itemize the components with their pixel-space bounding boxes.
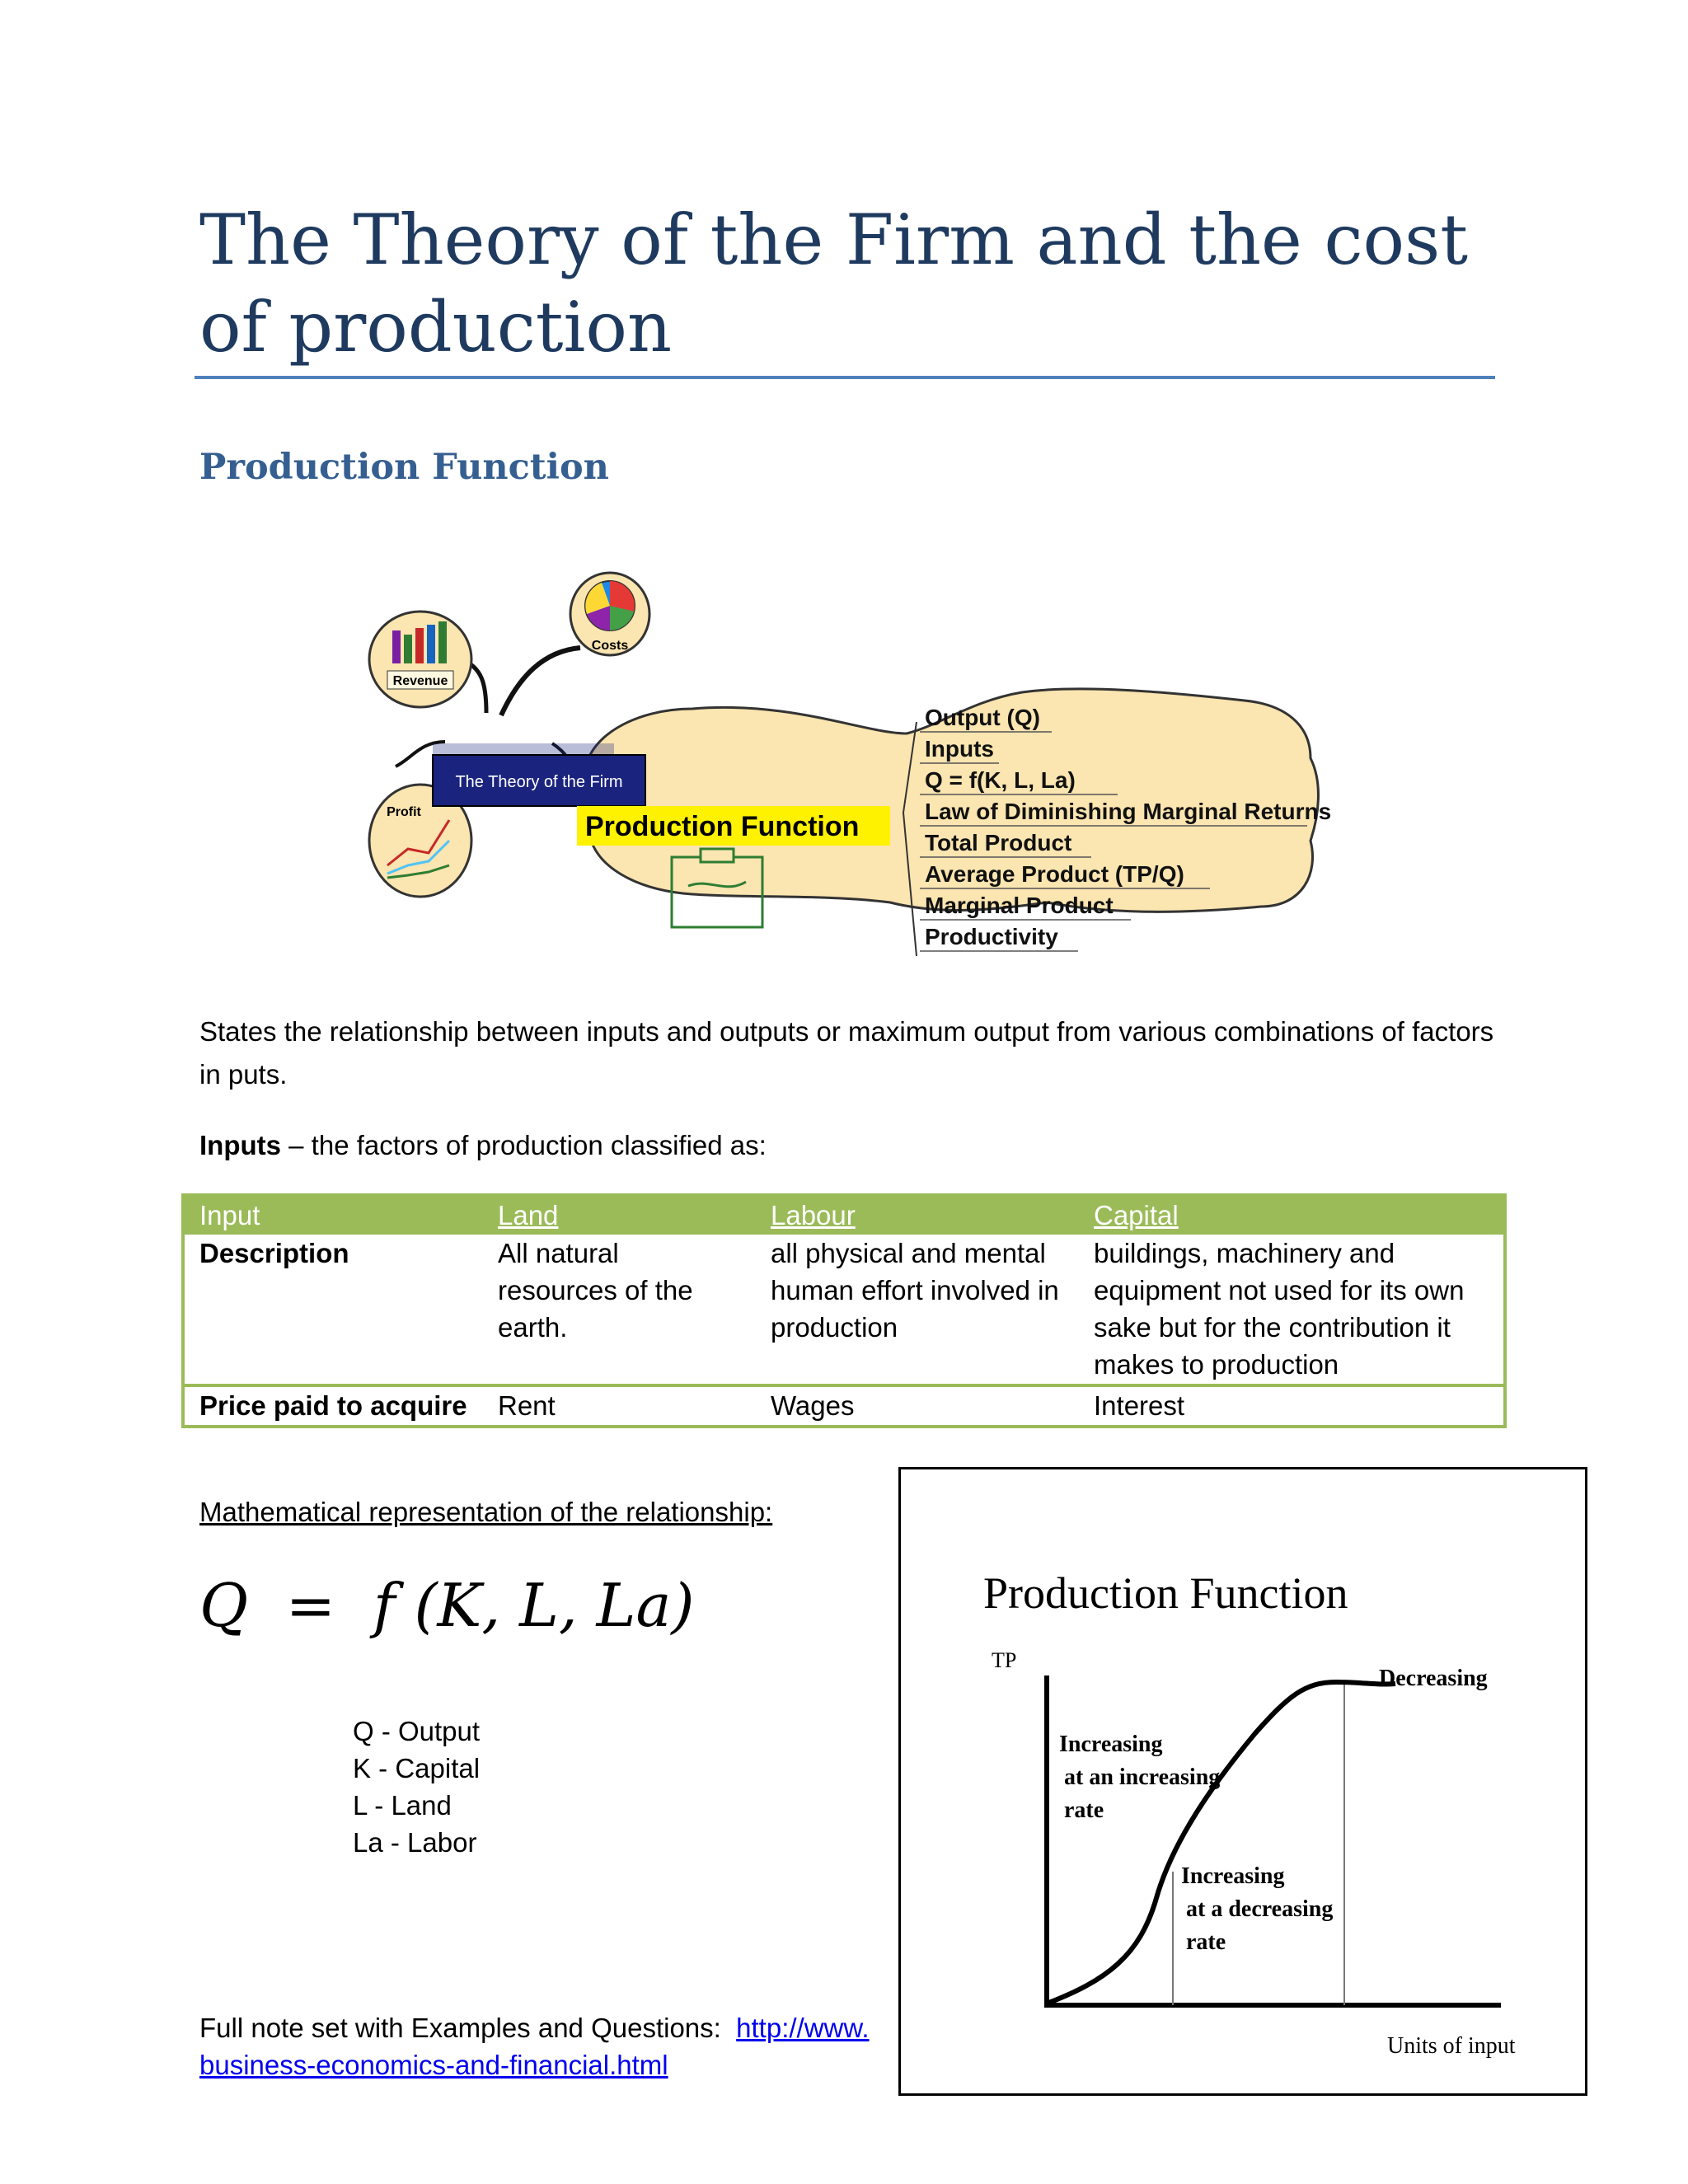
theory-of-firm-node: The Theory of the Firm — [455, 773, 623, 791]
footer-prefix: Full note set with Examples and Questions: — [199, 2013, 737, 2043]
stage2-label: Increasing at a decreasing rate — [1181, 1863, 1334, 1955]
y-axis-label: TP — [992, 1648, 1017, 1672]
cell-land-description: All natural resources of the earth. — [498, 1238, 693, 1343]
inputs-intro-rest: – the factors of production classified as: — [280, 1130, 767, 1160]
header-labour: Labour — [756, 1195, 1079, 1235]
profit-label: Profit — [387, 805, 421, 819]
revenue-label: Revenue — [392, 674, 448, 688]
production-function-figure — [898, 1467, 1587, 2096]
variable-q: Q - Output — [353, 1716, 481, 1746]
production-equation: Q = f (K, L, La) — [199, 1571, 695, 1640]
factors-table — [181, 1193, 1507, 1428]
stage3-label: Decreasing — [1379, 1666, 1488, 1691]
section-heading: Production Function — [199, 447, 609, 488]
inputs-bold-label: Inputs — [199, 1130, 281, 1160]
variable-la: La - Labor — [353, 1827, 477, 1858]
notes-link-continued[interactable]: business-economics-and-financial.html — [199, 2050, 668, 2080]
variable-l: L - Land — [353, 1790, 452, 1821]
stage1-label: Increasing at an increasing rate — [1059, 1732, 1221, 1823]
header-input: Input — [183, 1195, 483, 1235]
variable-k: K - Capital — [353, 1753, 481, 1783]
inputs-intro — [199, 1124, 767, 1167]
table-row — [183, 1385, 1505, 1427]
cell-capital-price: Interest — [1079, 1385, 1505, 1427]
cell-labour-description: all physical and mental human effort involved in production — [771, 1238, 1059, 1343]
header-capital: Capital — [1079, 1195, 1505, 1235]
topic-item: Productivity — [925, 924, 1058, 949]
table-row — [183, 1235, 1505, 1385]
cell-land-price: Rent — [483, 1385, 756, 1427]
cell-capital-description: buildings, machinery and equipment not used for its own sake but for the contribution it makes to production — [1094, 1238, 1465, 1380]
topic-item: Inputs — [925, 736, 994, 762]
header-land: Land — [483, 1195, 756, 1235]
total-product-curve — [1047, 1682, 1395, 2004]
footer-note — [199, 2009, 892, 2083]
topic-item: Total Product — [925, 830, 1072, 855]
topic-item: Marginal Product — [925, 893, 1114, 918]
row-label-price: Price paid to acquire — [183, 1385, 483, 1427]
table-header-row — [183, 1195, 1505, 1235]
production-function-node: Production Function — [585, 811, 860, 842]
title-rule — [195, 376, 1495, 379]
math-representation-label: Mathematical representation of the relationship: — [199, 1497, 773, 1527]
definition-paragraph: States the relationship between inputs and outputs or maximum output from various combinations of factors in puts. — [199, 1016, 1494, 1090]
topic-item: Q = f(K, L, La) — [925, 767, 1076, 793]
page-title: The Theory of the Firm and the cost of production — [199, 199, 1468, 368]
notes-link[interactable]: http://www. — [736, 2013, 870, 2043]
topic-item: Output (Q) — [925, 705, 1040, 730]
topic-item: Law of Diminishing Marginal Returns — [925, 799, 1332, 824]
cell-labour-price: Wages — [756, 1385, 1079, 1427]
row-label-description: Description — [199, 1238, 349, 1268]
costs-label: Costs — [591, 639, 629, 653]
production-function-diagram — [901, 1469, 1585, 2093]
topic-item: Average Product (TP/Q) — [925, 861, 1184, 887]
figure-title: Production Function — [983, 1568, 1348, 1618]
mindmap-illustration — [363, 569, 1352, 981]
x-axis-label: Units of input — [1387, 2033, 1516, 2059]
variable-legend — [353, 1713, 480, 1861]
